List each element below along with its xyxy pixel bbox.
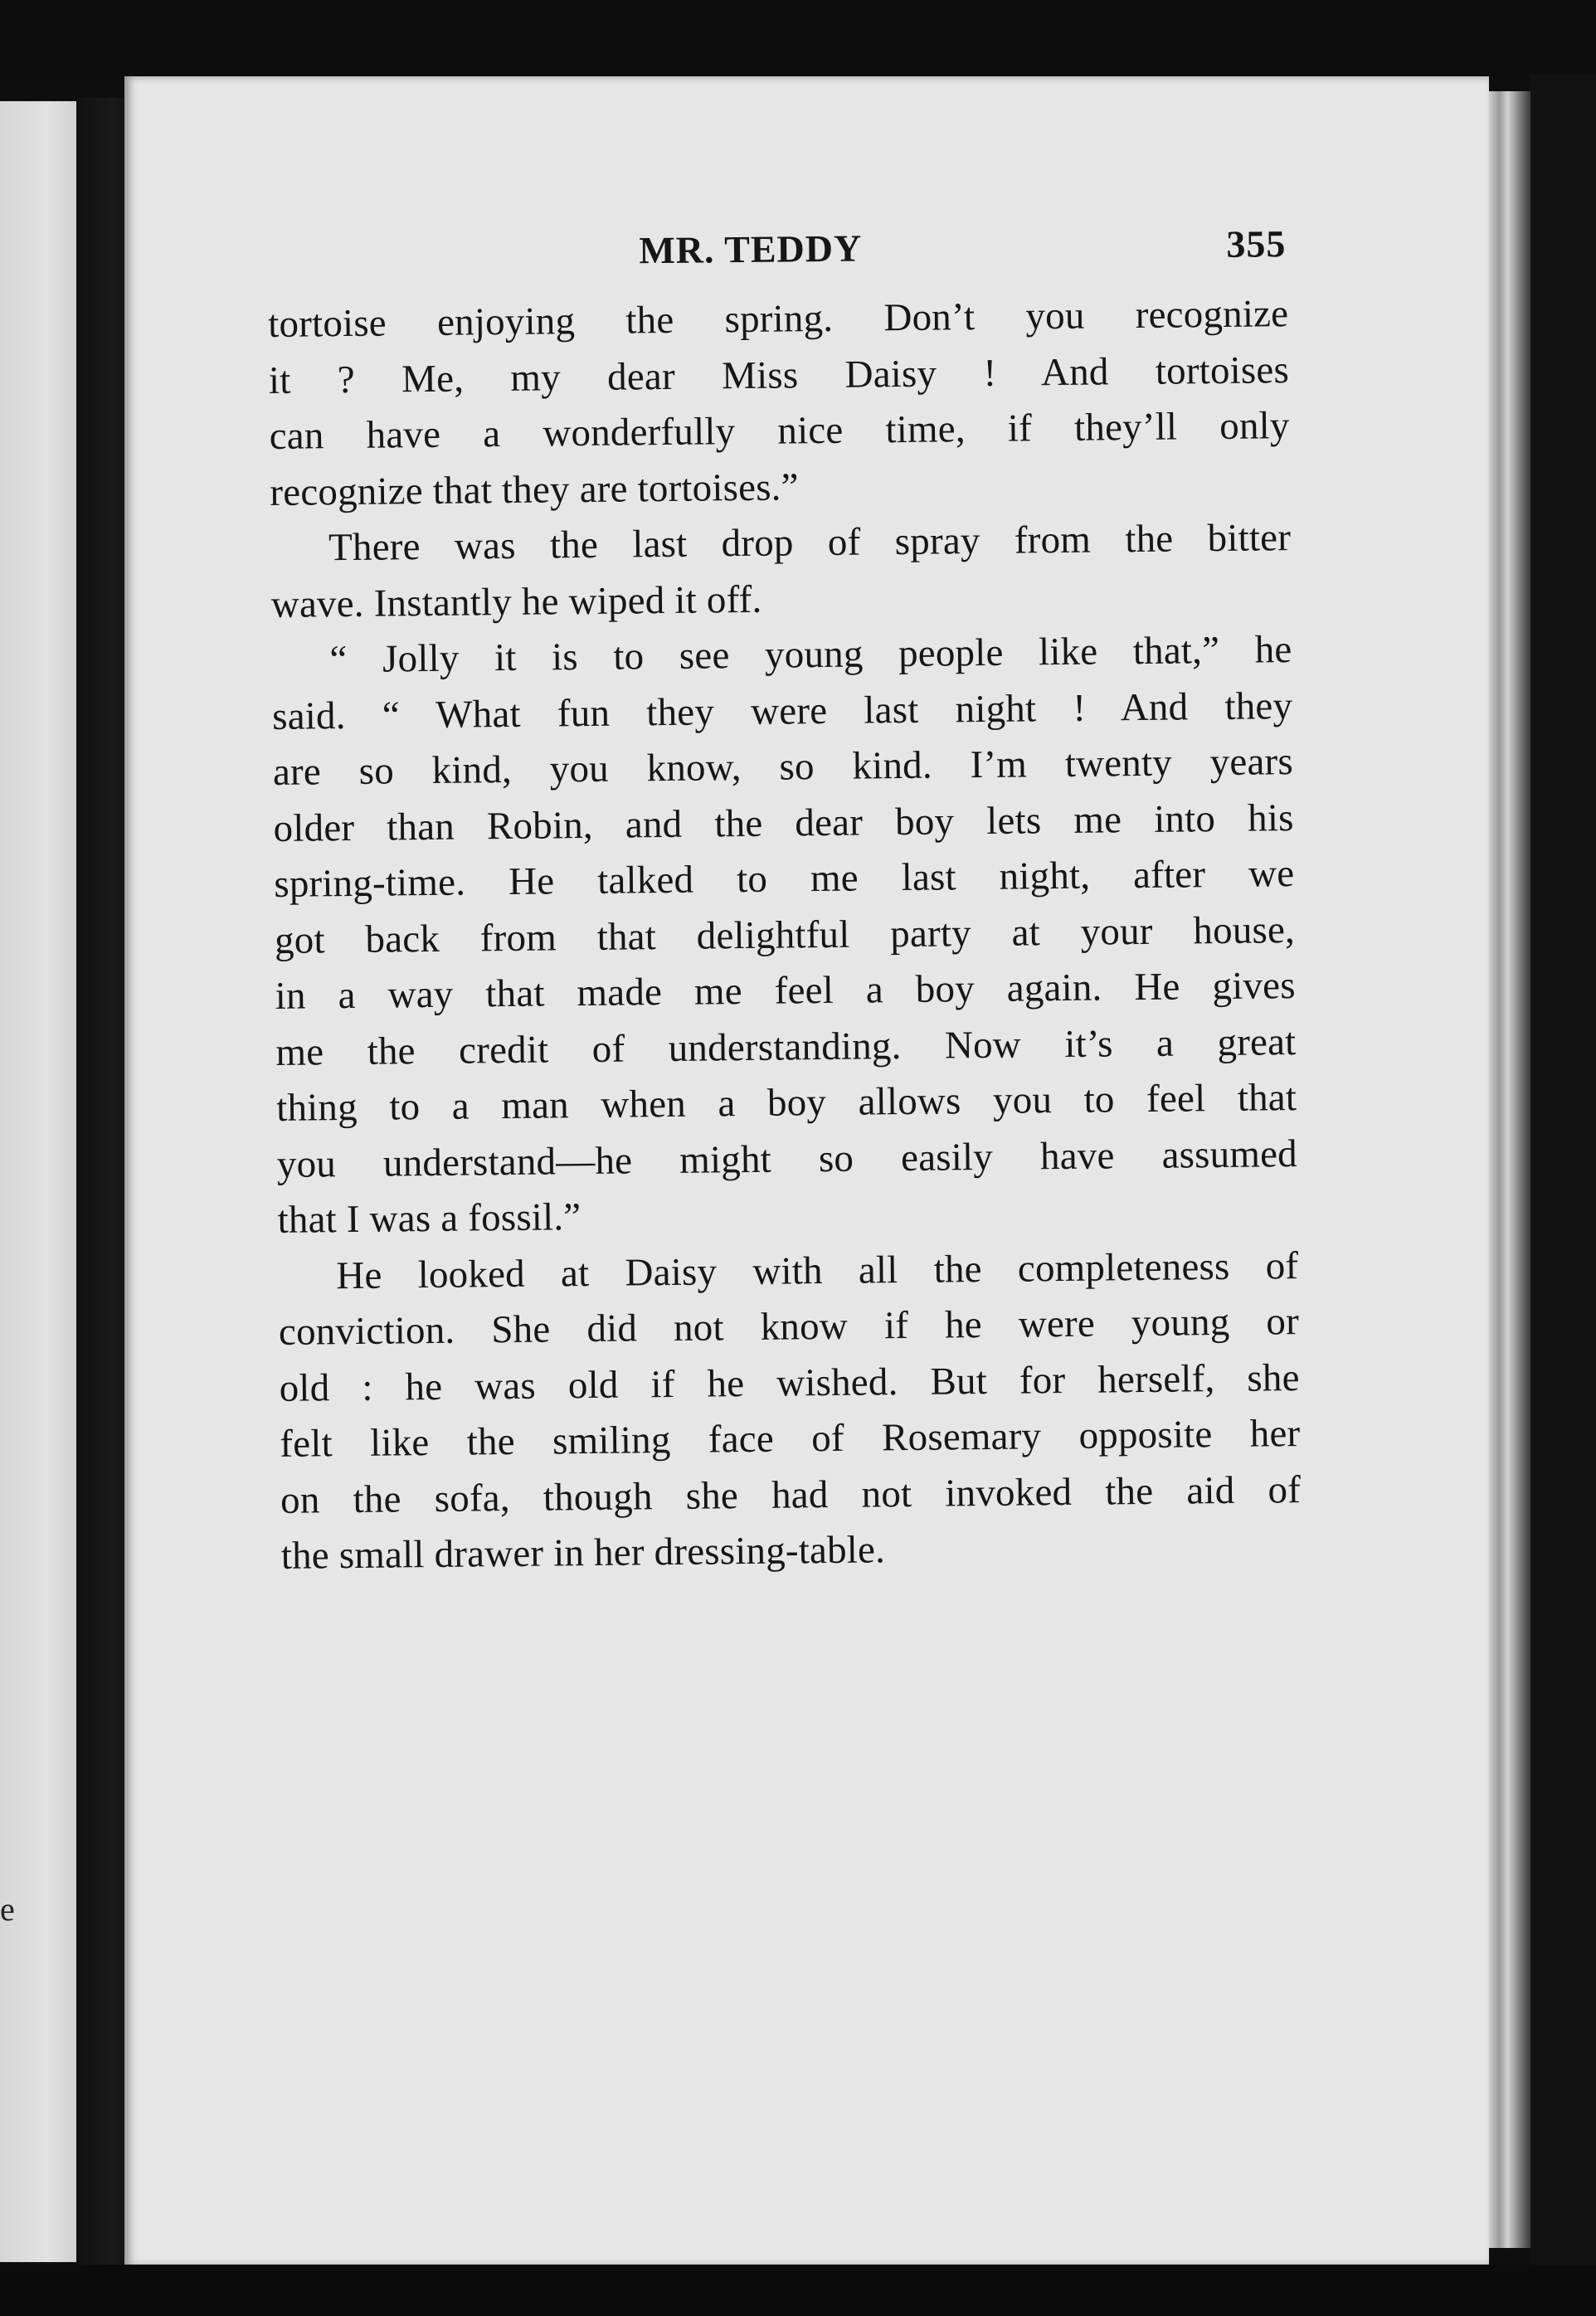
text-line: recognize that they are tortoises.”	[270, 465, 799, 514]
text-line: old : he was old if he wished. But for herself, she	[279, 1355, 1300, 1410]
text-line: thing to a man when a boy allows you to feel that	[275, 1076, 1297, 1130]
facing-page-fragment: e	[0, 1890, 15, 1928]
paragraph	[268, 286, 1291, 521]
running-head-title: MR. TEDDY	[639, 226, 863, 272]
paragraph	[271, 622, 1298, 1248]
scan-right-border	[1530, 75, 1596, 2316]
text-line: you understand—he might so easily have assumed	[276, 1131, 1298, 1186]
text-line: in a way that made me feel a boy again. He gives	[275, 964, 1296, 1018]
text-line: the small drawer in her dressing-table.	[280, 1528, 886, 1578]
text-line: “ Jolly it is to see young people like that,” he	[329, 628, 1292, 682]
text-line: felt like the smiling face of Rosemary opposite her	[280, 1412, 1301, 1466]
text-line: it ? Me, my dear Miss Daisy ! And tortoises	[268, 348, 1290, 402]
text-line: older than Robin, and the dear boy lets me into his	[273, 796, 1294, 850]
text-line: are so kind, you know, so kind. I’m twenty years	[272, 740, 1294, 794]
text-line: on the sofa, though she had not invoked the aid of	[280, 1467, 1302, 1522]
text-line: me the credit of understanding. Now it’s a great	[275, 1019, 1297, 1074]
text-line: conviction. She did not know if he were young or	[278, 1300, 1300, 1354]
text-line: wave. Instantly he wiped it off.	[270, 577, 762, 626]
text-line: tortoise enjoying the spring. Don’t you recognize	[267, 292, 1289, 346]
text-line: that I was a fossil.”	[277, 1195, 581, 1242]
facing-page-edge	[0, 101, 80, 2262]
page-number: 355	[1226, 222, 1287, 265]
page-text	[267, 213, 1302, 1584]
page-fore-edge	[1489, 91, 1530, 2248]
text-line: got back from that delightful party at your house,	[274, 907, 1296, 962]
text-line: said. “ What fun they were last night ! And they	[271, 684, 1293, 738]
paragraph	[278, 1238, 1302, 1585]
text-line: He looked at Daisy with all the completeness of	[336, 1243, 1299, 1297]
scan-bottom-border	[0, 2265, 1596, 2316]
text-line: spring-time. He talked to me last night, after we	[274, 852, 1295, 906]
scan-top-border	[0, 0, 1596, 79]
text-line: There was the last drop of spray from the bitter	[328, 516, 1292, 570]
running-head	[267, 213, 1288, 297]
text-line: can have a wonderfully nice time, if they’ll only	[269, 404, 1290, 458]
paragraph	[270, 510, 1292, 633]
